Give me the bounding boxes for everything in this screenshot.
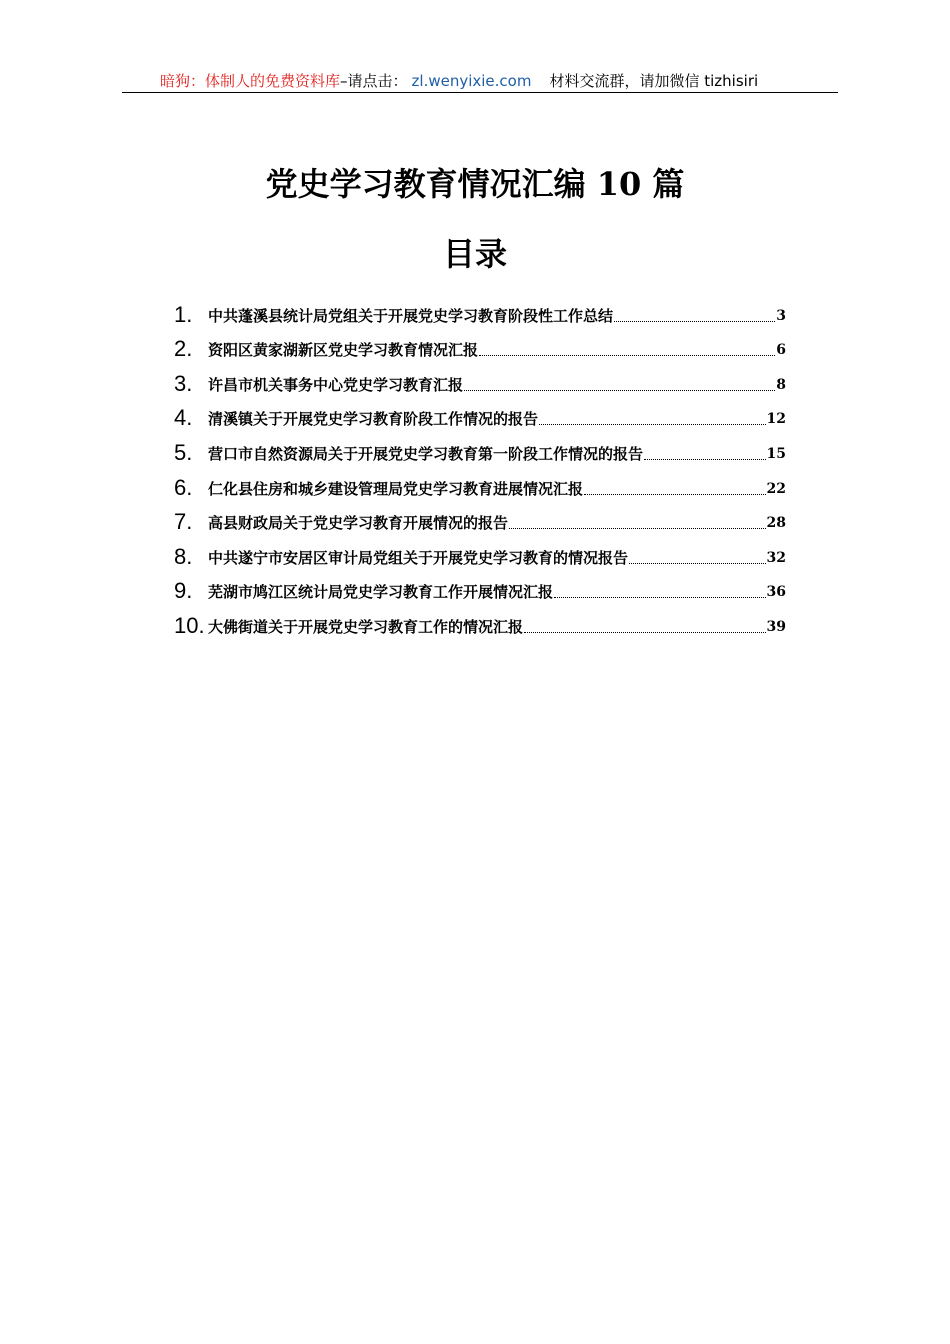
toc-entry-title: 资阳区黄家湖新区党史学习教育情况汇报 <box>208 341 479 360</box>
toc-entry-8[interactable] <box>174 537 786 572</box>
toc-dot-leader <box>584 494 766 495</box>
toc-entry-title: 芜湖市鸠江区统计局党史学习教育工作开展情况汇报 <box>208 583 554 602</box>
toc-entry-title: 大佛街道关于开展党史学习教育工作的情况汇报 <box>208 617 524 636</box>
toc-entry-number: 2. <box>174 336 193 362</box>
table-of-contents <box>174 295 786 641</box>
toc-entry-title: 中共遂宁市安居区审计局党组关于开展党史学习教育的情况报告 <box>208 548 629 567</box>
toc-entry-number: 1. <box>174 301 193 327</box>
toc-entry-4[interactable] <box>174 399 786 434</box>
toc-entry-title: 许昌市机关事务中心党史学习教育汇报 <box>208 375 464 394</box>
header-click-prompt: –请点击： <box>340 72 408 90</box>
page-header <box>122 70 838 93</box>
header-line <box>160 71 758 91</box>
toc-entry-page: 28 <box>766 515 786 532</box>
toc-entry-7[interactable] <box>174 503 786 538</box>
toc-entry-number: 9. <box>174 578 193 604</box>
toc-heading: 目录 <box>442 235 507 273</box>
toc-entry-number: 4. <box>174 405 193 431</box>
toc-entry-9[interactable] <box>174 572 786 607</box>
toc-entry-10[interactable] <box>174 606 786 641</box>
toc-entry-page: 39 <box>766 618 786 635</box>
toc-entry-5[interactable] <box>174 433 786 468</box>
toc-entry-number: 10. <box>174 612 205 638</box>
toc-dot-leader <box>614 321 775 322</box>
toc-entry-title: 中共蓬溪县统计局党组关于开展党史学习教育阶段性工作总结 <box>208 306 614 325</box>
header-contact: 材料交流群，请加微信 tizhisiri <box>549 72 759 90</box>
toc-entry-title: 营口市自然资源局关于开展党史学习教育第一阶段工作情况的报告 <box>208 444 644 463</box>
toc-entry-page: 15 <box>766 445 786 462</box>
toc-entry-6[interactable] <box>174 468 786 503</box>
toc-entry-page: 12 <box>766 411 786 428</box>
toc-entry-2[interactable] <box>174 330 786 365</box>
toc-dot-leader <box>554 597 766 598</box>
toc-entry-number: 7. <box>174 509 193 535</box>
header-url-link[interactable]: zl.wenyixie.com <box>411 72 532 90</box>
toc-dot-leader <box>479 355 775 356</box>
toc-entry-page: 3 <box>776 307 786 324</box>
toc-entry-number: 5. <box>174 439 193 465</box>
toc-entry-title: 仁化县住房和城乡建设管理局党史学习教育进展情况汇报 <box>208 479 584 498</box>
document-title: 党史学习教育情况汇编 10 篇 <box>265 165 685 203</box>
toc-entry-page: 22 <box>766 480 786 497</box>
toc-entry-page: 6 <box>776 342 786 359</box>
toc-entry-3[interactable] <box>174 364 786 399</box>
toc-dot-leader <box>644 459 766 460</box>
toc-dot-leader <box>539 424 766 425</box>
toc-entry-page: 32 <box>766 549 786 566</box>
toc-entry-page: 8 <box>776 376 786 393</box>
toc-entry-1[interactable] <box>174 295 786 330</box>
toc-dot-leader <box>464 390 775 391</box>
toc-entry-number: 3. <box>174 370 193 396</box>
toc-entry-title: 高县财政局关于党史学习教育开展情况的报告 <box>208 514 509 533</box>
toc-dot-leader <box>509 528 766 529</box>
toc-entry-number: 6. <box>174 474 193 500</box>
header-promo: 暗狗：体制人的免费资料库 <box>160 72 341 90</box>
toc-entry-title: 清溪镇关于开展党史学习教育阶段工作情况的报告 <box>208 410 539 429</box>
toc-dot-leader <box>629 563 766 564</box>
toc-entry-number: 8. <box>174 543 193 569</box>
toc-entry-page: 36 <box>766 584 786 601</box>
toc-dot-leader <box>524 632 766 633</box>
